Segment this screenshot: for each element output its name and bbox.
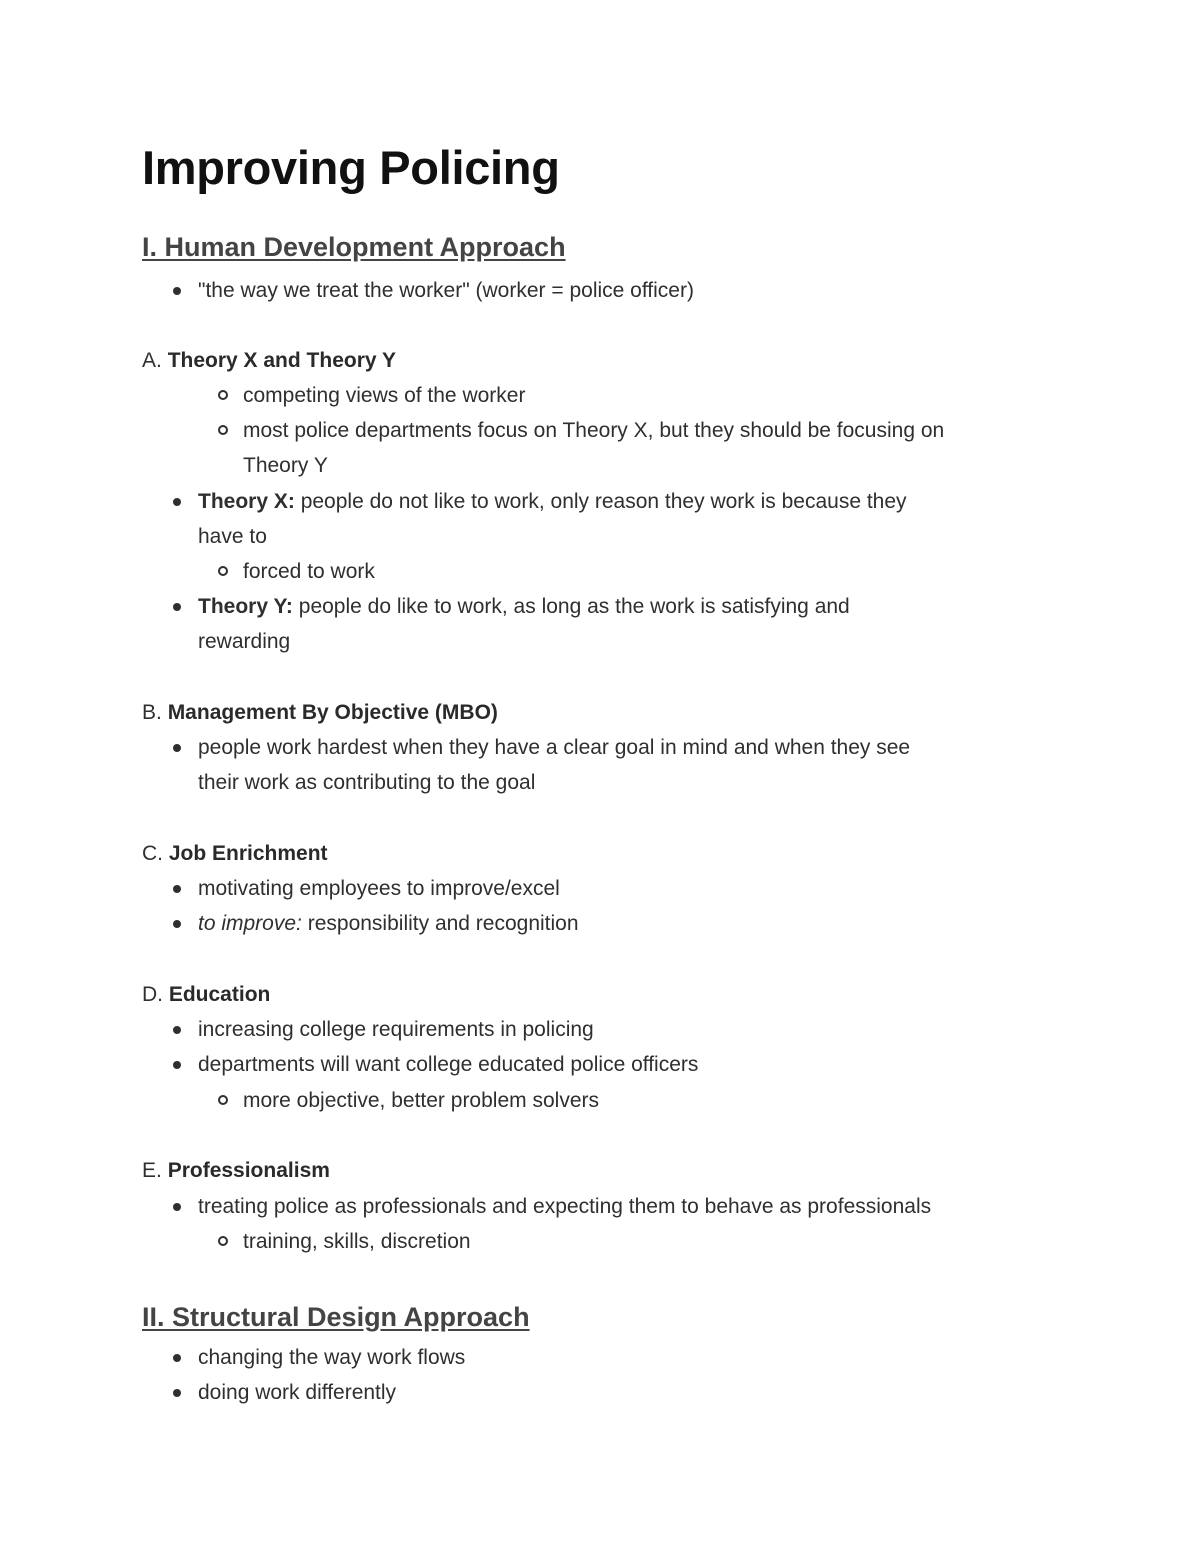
section-heading-human-development: I. Human Development Approach (142, 232, 566, 262)
list-item-theory-y (198, 593, 850, 621)
bullet-icon (173, 1026, 181, 1034)
list-item: most police departments focus on Theory X, but they should be focusing on (243, 419, 945, 442)
page-title: Improving Policing (142, 141, 560, 194)
list-item: more objective, better problem solvers (243, 1089, 599, 1112)
bullet-icon (173, 1354, 181, 1362)
subheading-education (142, 981, 270, 1009)
list-item: doing work differently (198, 1381, 397, 1404)
subheading-letter: C. (142, 842, 163, 865)
list-item: training, skills, discretion (243, 1230, 471, 1253)
list-item-continuation: their work as contributing to the goal (198, 771, 536, 794)
hollow-bullet-icon (218, 566, 228, 576)
subheading-letter: A. (142, 349, 162, 372)
subheading-letter: E. (142, 1159, 162, 1182)
subheading-letter: D. (142, 983, 163, 1006)
list-item-text: responsibility and recognition (307, 912, 579, 935)
subheading-title: Job Enrichment (168, 842, 328, 865)
hollow-bullet-icon (218, 390, 228, 400)
bullet-icon (173, 744, 181, 752)
theory-y-label: Theory Y: (198, 595, 293, 618)
bullet-icon (173, 920, 181, 928)
list-item: treating police as professionals and expecting them to behave as professionals (198, 1195, 932, 1218)
list-item-continuation: rewarding (198, 630, 291, 653)
hollow-bullet-icon (218, 1236, 228, 1246)
list-item (198, 910, 579, 938)
subheading-title: Theory X and Theory Y (167, 349, 397, 372)
subheading-letter: B. (142, 701, 162, 724)
italic-label: to improve: (198, 912, 302, 935)
bullet-icon (173, 603, 181, 611)
bullet-icon (173, 1389, 181, 1397)
bullet-icon (173, 1061, 181, 1069)
bullet-icon (173, 287, 181, 295)
list-item: increasing college requirements in policing (198, 1018, 594, 1041)
subheading-mbo (142, 699, 498, 727)
bullet-icon (173, 1203, 181, 1211)
list-item: competing views of the worker (243, 384, 526, 407)
subheading-job-enrichment (142, 840, 328, 868)
bullet-icon (173, 498, 181, 506)
subheading-title: Management By Objective (MBO) (167, 701, 498, 724)
theory-y-text: people do like to work, as long as the work is satisfying and (298, 595, 850, 618)
hollow-bullet-icon (218, 1095, 228, 1105)
list-item: departments will want college educated police officers (198, 1053, 699, 1076)
list-item: changing the way work flows (198, 1346, 466, 1369)
subheading-theory-x-y (142, 347, 396, 375)
list-item: forced to work (243, 560, 375, 583)
list-item-continuation: Theory Y (243, 454, 328, 477)
list-item: "the way we treat the worker" (worker = police officer) (198, 279, 694, 302)
bullet-icon (173, 885, 181, 893)
hollow-bullet-icon (218, 425, 228, 435)
subheading-professionalism (142, 1157, 330, 1185)
theory-x-text: people do not like to work, only reason they work is because they (300, 490, 907, 513)
list-item: motivating employees to improve/excel (198, 877, 560, 900)
theory-x-label: Theory X: (198, 490, 295, 513)
section-heading-structural-design: II. Structural Design Approach (142, 1302, 530, 1332)
subheading-title: Education (168, 983, 271, 1006)
list-item-continuation: have to (198, 525, 267, 548)
list-item: people work hardest when they have a clear goal in mind and when they see (198, 736, 911, 759)
subheading-title: Professionalism (167, 1159, 330, 1182)
list-item-theory-x (198, 488, 907, 516)
